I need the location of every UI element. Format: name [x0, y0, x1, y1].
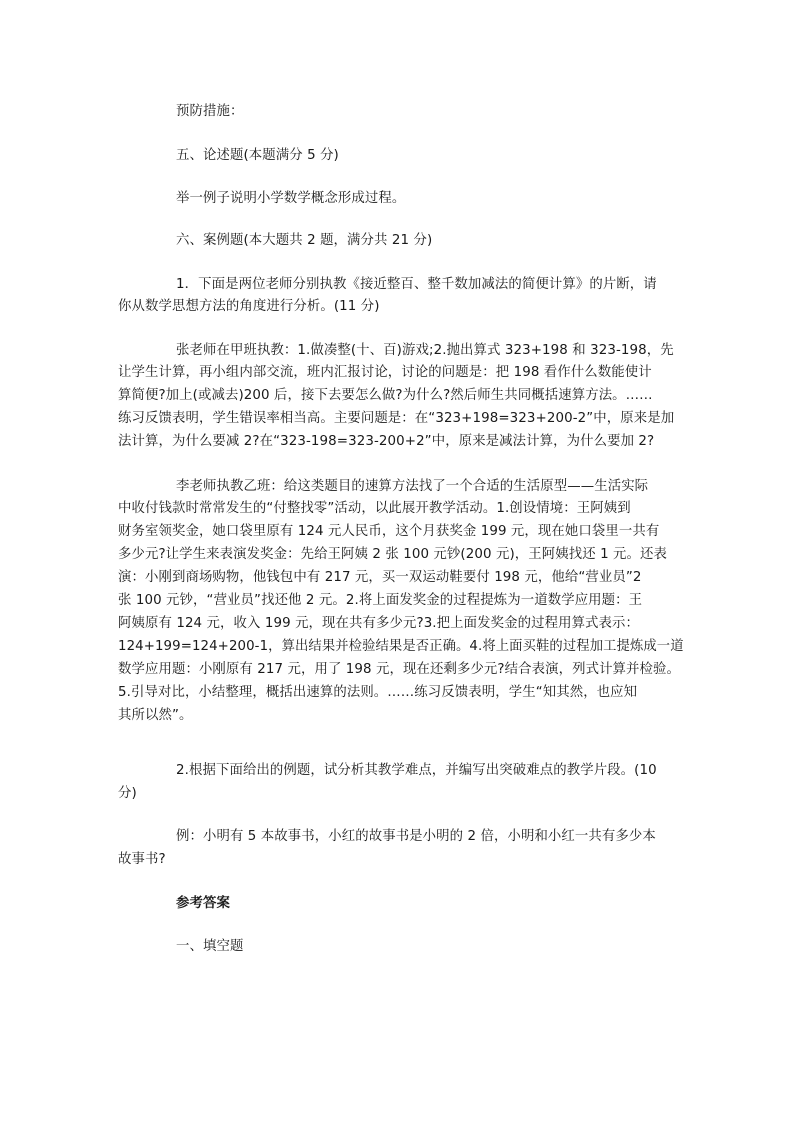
teacher-li-line: 中收付钱款时常常发生的“付整找零”活动，以此展开教学活动。1.创设情境：王阿姨到: [118, 501, 631, 516]
example-line: 例：小明有 5 本故事书，小红的故事书是小明的 2 倍，小明和小红一共有多少本: [176, 829, 656, 844]
teacher-li-line: 124+199=124+200-1，算出结果并检验结果是否正确。4.将上面买鞋的过程加工提炼成一道: [118, 639, 684, 654]
teacher-zhang-line: 练习反馈表明，学生错误率相当高。主要问题是：在“323+198=323+200-2”中，原来是加: [118, 411, 675, 426]
section5-question: 举一例子说明小学数学概念形成过程。: [176, 191, 406, 206]
case1-prompt-line: 你从数学思想方法的角度进行分析。(11 分): [118, 299, 380, 314]
preventive-measures-label: 预防措施：: [176, 104, 244, 119]
answers-heading: 参考答案: [176, 896, 230, 911]
section6-heading: 六、案例题(本大题共 2 题，满分共 21 分): [176, 233, 433, 248]
section5-heading: 五、论述题(本题满分 5 分): [176, 148, 339, 163]
answers-section1-heading: 一、填空题: [176, 939, 244, 954]
teacher-zhang-line: 法计算，为什么要减 2?在“323-198=323-200+2”中，原来是减法计算，为什么要加 2?: [118, 434, 655, 449]
teacher-li-line: 多少元?让学生来表演发奖金：先给王阿姨 2 张 100 元钞(200 元)，王阿姨找还 1 元。还表: [118, 547, 668, 562]
case1-prompt-line: 1．下面是两位老师分别执教《接近整百、整千数加减法的简便计算》的片断，请: [176, 277, 657, 292]
case2-prompt-line: 分): [118, 786, 137, 801]
teacher-li-line: 数学应用题：小刚原有 217 元，用了 198 元，现在还剩多少元?结合表演，列式计算并检验。: [118, 662, 681, 677]
example-line: 故事书?: [118, 852, 166, 867]
teacher-li-line: 演：小刚到商场购物，他钱包中有 217 元，买一双运动鞋要付 198 元，他给“营业员”2: [118, 570, 642, 585]
teacher-li-line: 5.引导对比，小结整理，概括出速算的法则。……练习反馈表明，学生“知其然，也应知: [118, 685, 638, 700]
teacher-zhang-line: 张老师在甲班执教：1.做凑整(十、百)游戏;2.抛出算式 323+198 和 323-198，先: [176, 343, 674, 358]
teacher-zhang-line: 让学生计算，再小组内部交流，班内汇报讨论，讨论的问题是：把 198 看作什么数能使计: [118, 365, 652, 380]
teacher-li-line: 阿姨原有 124 元，收入 199 元，现在共有多少元?3.把上面发奖金的过程用算式表示：: [118, 616, 640, 631]
teacher-li-line: 张 100 元钞，“营业员”找还他 2 元。2.将上面发奖金的过程提炼为一道数学应用题：王: [118, 593, 643, 608]
case2-prompt-line: 2.根据下面给出的例题，试分析其教学难点，并编写出突破难点的教学片段。(10: [176, 763, 657, 778]
teacher-li-line: 财务室领奖金，她口袋里原有 124 元人民币，这个月获奖金 199 元，现在她口袋里一共有: [118, 524, 660, 539]
teacher-li-line: 李老师执教乙班：给这类题目的速算方法找了一个合适的生活原型——生活实际: [176, 479, 649, 494]
teacher-zhang-line: 算简便?加上(或减去)200 后，接下去要怎么做?为什么?然后师生共同概括速算方法。……: [118, 388, 653, 403]
teacher-li-line: 其所以然”。: [118, 708, 193, 723]
